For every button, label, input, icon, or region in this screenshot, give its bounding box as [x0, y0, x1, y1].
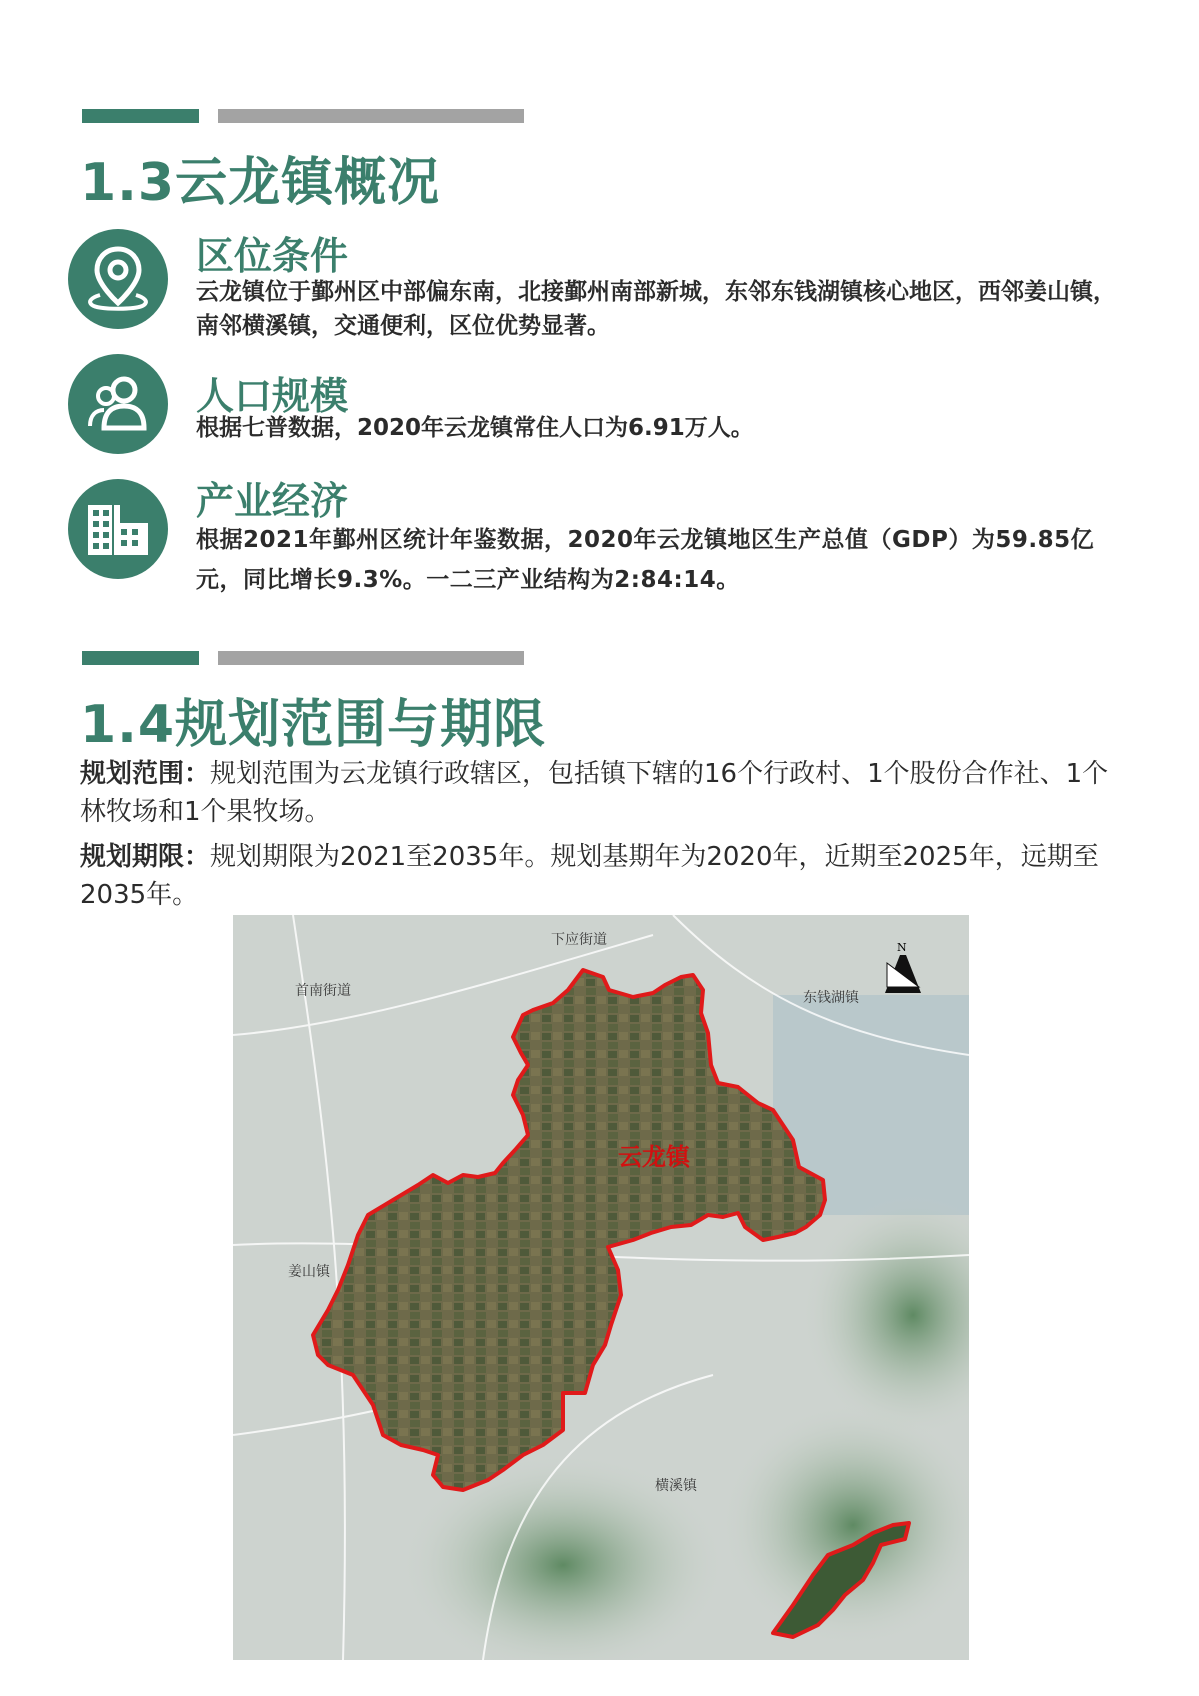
text-population: 根据七普数据，2020年云龙镇常住人口为6.91万人。 — [196, 415, 754, 441]
north-letter: N — [897, 941, 907, 954]
people-icon — [68, 354, 168, 454]
planning-period-text: 规划期限为2021至2035年。规划基期年为2020年，近期至2025年，远期至2035年。 — [80, 842, 1099, 910]
planning-scope — [80, 755, 1120, 831]
planning-period-label: 规划期限： — [80, 842, 211, 872]
text-location: 云龙镇位于鄞州区中部偏东南，北接鄞州南部新城，东邻东钱湖镇核心地区，西邻姜山镇，南邻横溪镇，交通便利，区位优势显著。 — [196, 279, 1116, 339]
title-decoration-gray-2 — [218, 651, 524, 665]
planning-period — [80, 838, 1120, 914]
buildings-icon — [68, 479, 168, 579]
title-decoration-green-2 — [82, 651, 199, 665]
heading-economy: 产业经济 — [196, 479, 349, 523]
label-jiangshan: 姜山镇 — [288, 1264, 330, 1280]
section-title-planning: 1.4规划范围与期限 — [80, 695, 547, 755]
label-dongqianhu: 东钱湖镇 — [803, 990, 859, 1006]
planning-scope-text: 规划范围为云龙镇行政辖区，包括镇下辖的16个行政村、1个股份合作社、1个林牧场和1个果牧场。 — [80, 759, 1109, 827]
title-decoration-green — [82, 109, 199, 123]
planning-map — [233, 915, 969, 1660]
section-title-overview: 1.3云龙镇概况 — [80, 153, 441, 213]
label-shounan: 首南街道 — [295, 983, 351, 999]
label-hengxi: 横溪镇 — [655, 1478, 697, 1494]
location-pin-icon — [68, 229, 168, 329]
label-yunlong: 云龙镇 — [618, 1142, 690, 1171]
text-economy: 根据2021年鄞州区统计年鉴数据，2020年云龙镇地区生产总值（GDP）为59.85亿元，同比增长9.3%。一二三产业结构为2:84:14。 — [196, 527, 1095, 593]
heading-population: 人口规模 — [196, 374, 349, 418]
heading-location: 区位条件 — [196, 234, 349, 278]
map-image — [233, 915, 969, 1660]
title-decoration-gray — [218, 109, 524, 123]
planning-scope-label: 规划范围： — [80, 759, 211, 789]
label-xiaying: 下应街道 — [551, 932, 607, 948]
